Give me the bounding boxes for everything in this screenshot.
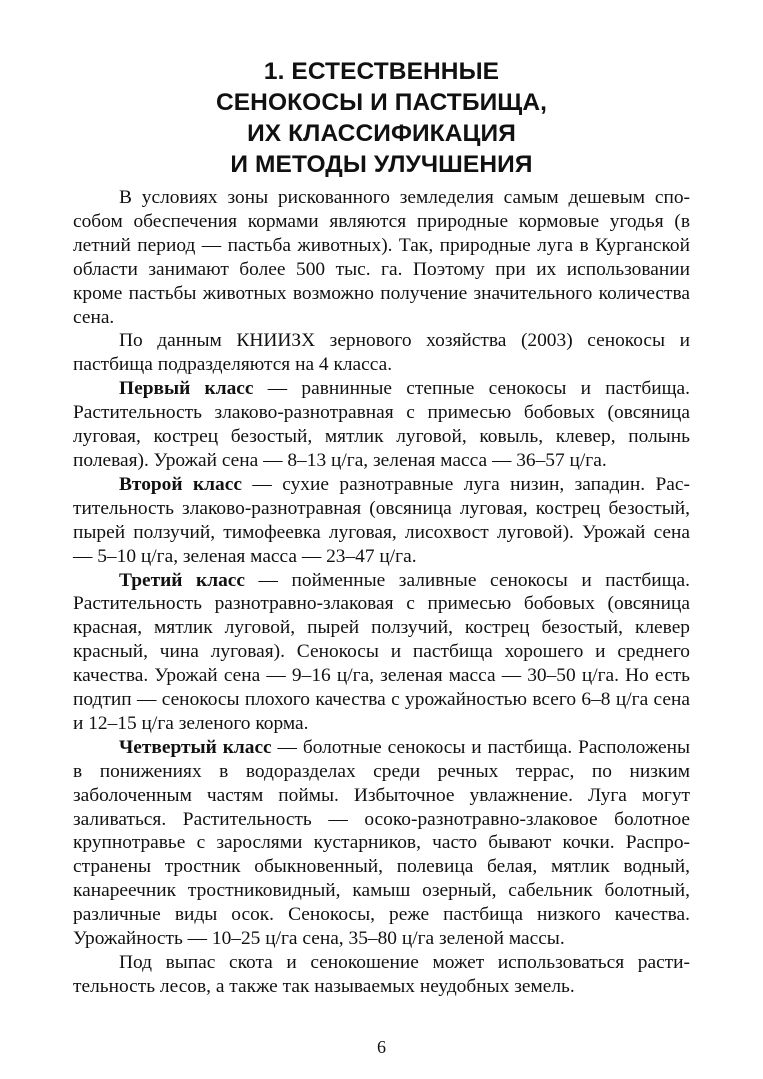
- chapter-title-line: И МЕТОДЫ УЛУЧШЕНИЯ: [230, 151, 533, 178]
- page-number: 6: [377, 1037, 386, 1057]
- paragraph-class-2: [73, 473, 690, 569]
- paragraph-text: — пойменные заливные сенокосы и пастбища. Растительность разнотравно-злаковая с примесью бобовых (овсяница красная, мятлик луговой, пырей ползучий, кострец безостый, клевер красный, чина луговая). Сенокосы и пастбища хорошего и среднего качества. Урожай сена — 9–16 ц/га, зеленая масса — 30–50 ц/га. Но есть подтип — сенокосы плохого качества с урожайностью всего 6–8 ц/га сена и 12–15 ц/га зеленого корма.: [73, 569, 690, 734]
- paragraph-text: — равнинные степные сенокосы и пастбища. Растительность злаково-разнотравная с примесью бобовых (овсяница луговая, кострец безостый, мятлик луговой, ковыль, клевер, полынь полевая). Урожай сена — 8–13 ц/га, зеленая масса — 36–57 ц/га.: [73, 378, 690, 471]
- paragraph-text: Под выпас скота и сенокошение может использоваться растительность лесов, а также так называемых неудобных земель.: [73, 952, 690, 997]
- class-term: Второй класс: [119, 473, 242, 495]
- paragraph-text: В условиях зоны рискованного земледелия самым дешевым способом обеспечения кормами являются природные кормовые угодья (в летний период — пастьба животных). Так, природные луга в Курганской области занимают более 500 тыс. га. Поэтому при их использовании кроме пастьбы животных возможно получение значительного количества сена.: [73, 187, 690, 328]
- paragraph-class-1: [73, 377, 690, 473]
- paragraph-source: [73, 329, 690, 377]
- paragraph-closing: [73, 951, 690, 999]
- chapter-title-line: ИХ КЛАССИФИКАЦИЯ: [247, 120, 516, 147]
- class-term: Третий класс: [119, 569, 245, 591]
- paragraph-text: По данным КНИИЗХ зернового хозяйства (2003) сенокосы и пастбища подразделяются на 4 класса.: [73, 330, 690, 376]
- body-text: [73, 186, 690, 999]
- paragraph-intro: [73, 186, 690, 329]
- paragraph-class-4: [73, 736, 690, 951]
- chapter-title-line: 1. ЕСТЕСТВЕННЫЕ: [263, 58, 500, 85]
- paragraph-text: — сухие разнотравные луга низин, западин. Растительность злаково-разнотравная (овсяница луговая, кострец безостый, пырей ползучий, тимофеевка луговая, лисохвост луговой). Урожай сена — 5–10 ц/га, зеленая масса — 23–47 ц/га.: [73, 473, 690, 567]
- chapter-title-line: СЕНОКОСЫ И ПАСТБИЩА,: [215, 89, 548, 116]
- class-term: Первый класс: [119, 378, 254, 400]
- class-term: Четвертый класс: [119, 736, 272, 758]
- chapter-title: [0, 56, 763, 180]
- paragraph-class-3: [73, 569, 690, 736]
- paragraph-text: — болотные сенокосы и пастбища. Расположены в понижениях в водоразделах среди речных террас, по низким заболоченным частям поймы. Избыточное увлажнение. Луга могут заливаться. Растительность — осоко-разнотравно-злаковое болотное крупнотравье с зарослями кустарников, часто бывают кочки. Распространены тростник обыкновенный, полевица белая, мятлик водный, канареечник тростниковидный, камыш озерный, сабельник болотный, различные виды осок. Сенокосы, реже пастбища низкого качества. Урожайность — 10–25 ц/га сена, 35–80 ц/га зеленой массы.: [73, 736, 690, 950]
